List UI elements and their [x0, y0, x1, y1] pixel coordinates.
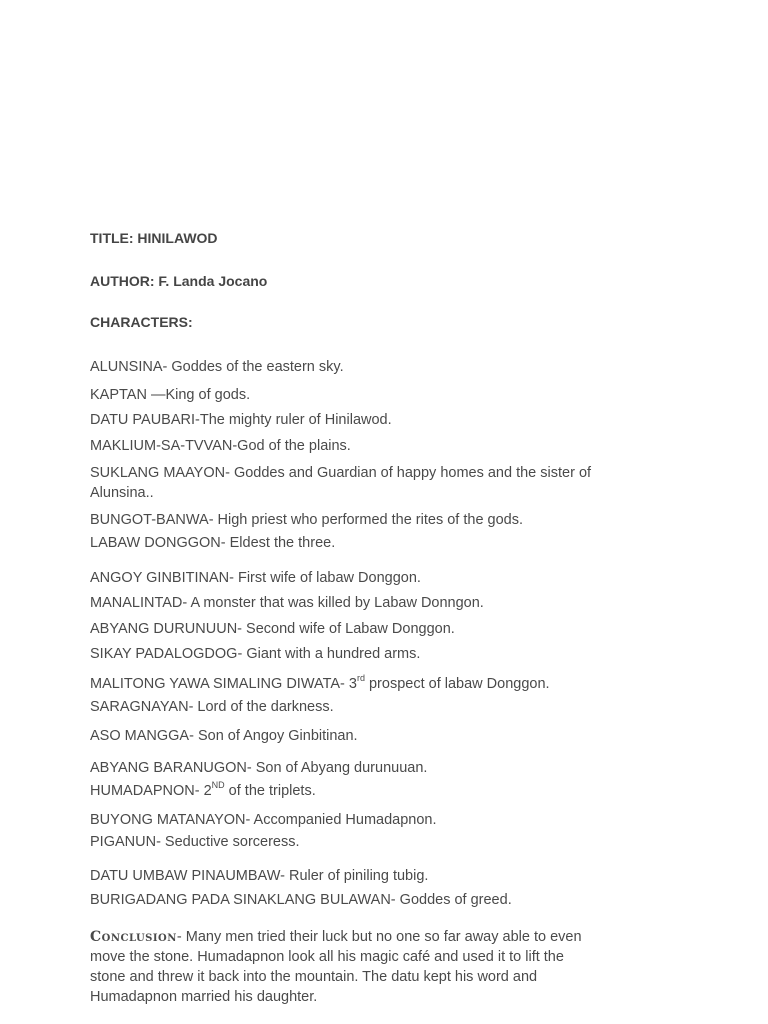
- conclusion-label: Conclusion: [90, 929, 177, 945]
- character-entry: ALUNSINA- Goddes of the eastern sky.: [90, 359, 344, 375]
- character-entry: DATU PAUBARI-The mighty ruler of Hinilawod.: [90, 412, 392, 428]
- character-entry-text: MALITONG YAWA SIMALING DIWATA- 3: [90, 676, 357, 692]
- characters-heading: CHARACTERS:: [90, 314, 193, 330]
- character-entry: ABYANG BARANUGON- Son of Abyang durunuuan.: [90, 760, 428, 776]
- character-entry: BUNGOT-BANWA- High priest who performed the rites of the gods.: [90, 512, 524, 528]
- character-entry: [90, 674, 550, 694]
- character-entry: BURIGADANG PADA SINAKLANG BULAWAN- Goddes of greed.: [90, 892, 512, 908]
- character-entry: PIGANUN- Seductive sorceress.: [90, 834, 300, 850]
- document-author: AUTHOR: F. Landa Jocano: [90, 273, 268, 289]
- character-entry: SIKAY PADALOGDOG- Giant with a hundred arms.: [90, 646, 421, 662]
- character-entry-text: HUMADAPNON- 2: [90, 783, 212, 799]
- character-entry-text: of the triplets.: [224, 783, 316, 799]
- conclusion-dash: -: [176, 929, 186, 945]
- character-entry: ANGOY GINBITINAN- First wife of labaw Donggon.: [90, 570, 421, 586]
- character-entry: SUKLANG MAAYON- Goddes and Guardian of happy homes and the sister of Alunsina..: [90, 465, 592, 501]
- conclusion-paragraph: [90, 927, 600, 1007]
- character-entry: MANALINTAD- A monster that was killed by Labaw Donngon.: [90, 595, 484, 611]
- character-entry: [90, 781, 316, 801]
- character-entry: KAPTAN —King of gods.: [90, 387, 251, 403]
- character-entry: BUYONG MATANAYON- Accompanied Humadapnon.: [90, 812, 437, 828]
- character-entry: LABAW DONGGON- Eldest the three.: [90, 535, 336, 551]
- character-entry: ABYANG DURUNUUN- Second wife of Labaw Donggon.: [90, 621, 455, 637]
- ordinal-suffix: rd: [356, 673, 365, 684]
- character-entry: DATU UMBAW PINAUMBAW- Ruler of piniling tubig.: [90, 868, 429, 884]
- character-entry-text: prospect of labaw Donggon.: [364, 676, 550, 692]
- character-entry: SARAGNAYAN- Lord of the darkness.: [90, 699, 334, 715]
- conclusion-text: Many men tried their luck but no one so far away able to even move the stone. Humadapnon look all his magic café and used it to lift the stone and threw it back into the mountain. The datu kept his word and Humadapnon married his daughter.: [90, 929, 582, 1005]
- ordinal-suffix: ND: [211, 780, 225, 791]
- document-title: TITLE: HINILAWOD: [90, 230, 218, 246]
- character-entry: MAKLIUM-SA-TVVAN-God of the plains.: [90, 438, 351, 454]
- character-entry: ASO MANGGA- Son of Angoy Ginbitinan.: [90, 728, 358, 744]
